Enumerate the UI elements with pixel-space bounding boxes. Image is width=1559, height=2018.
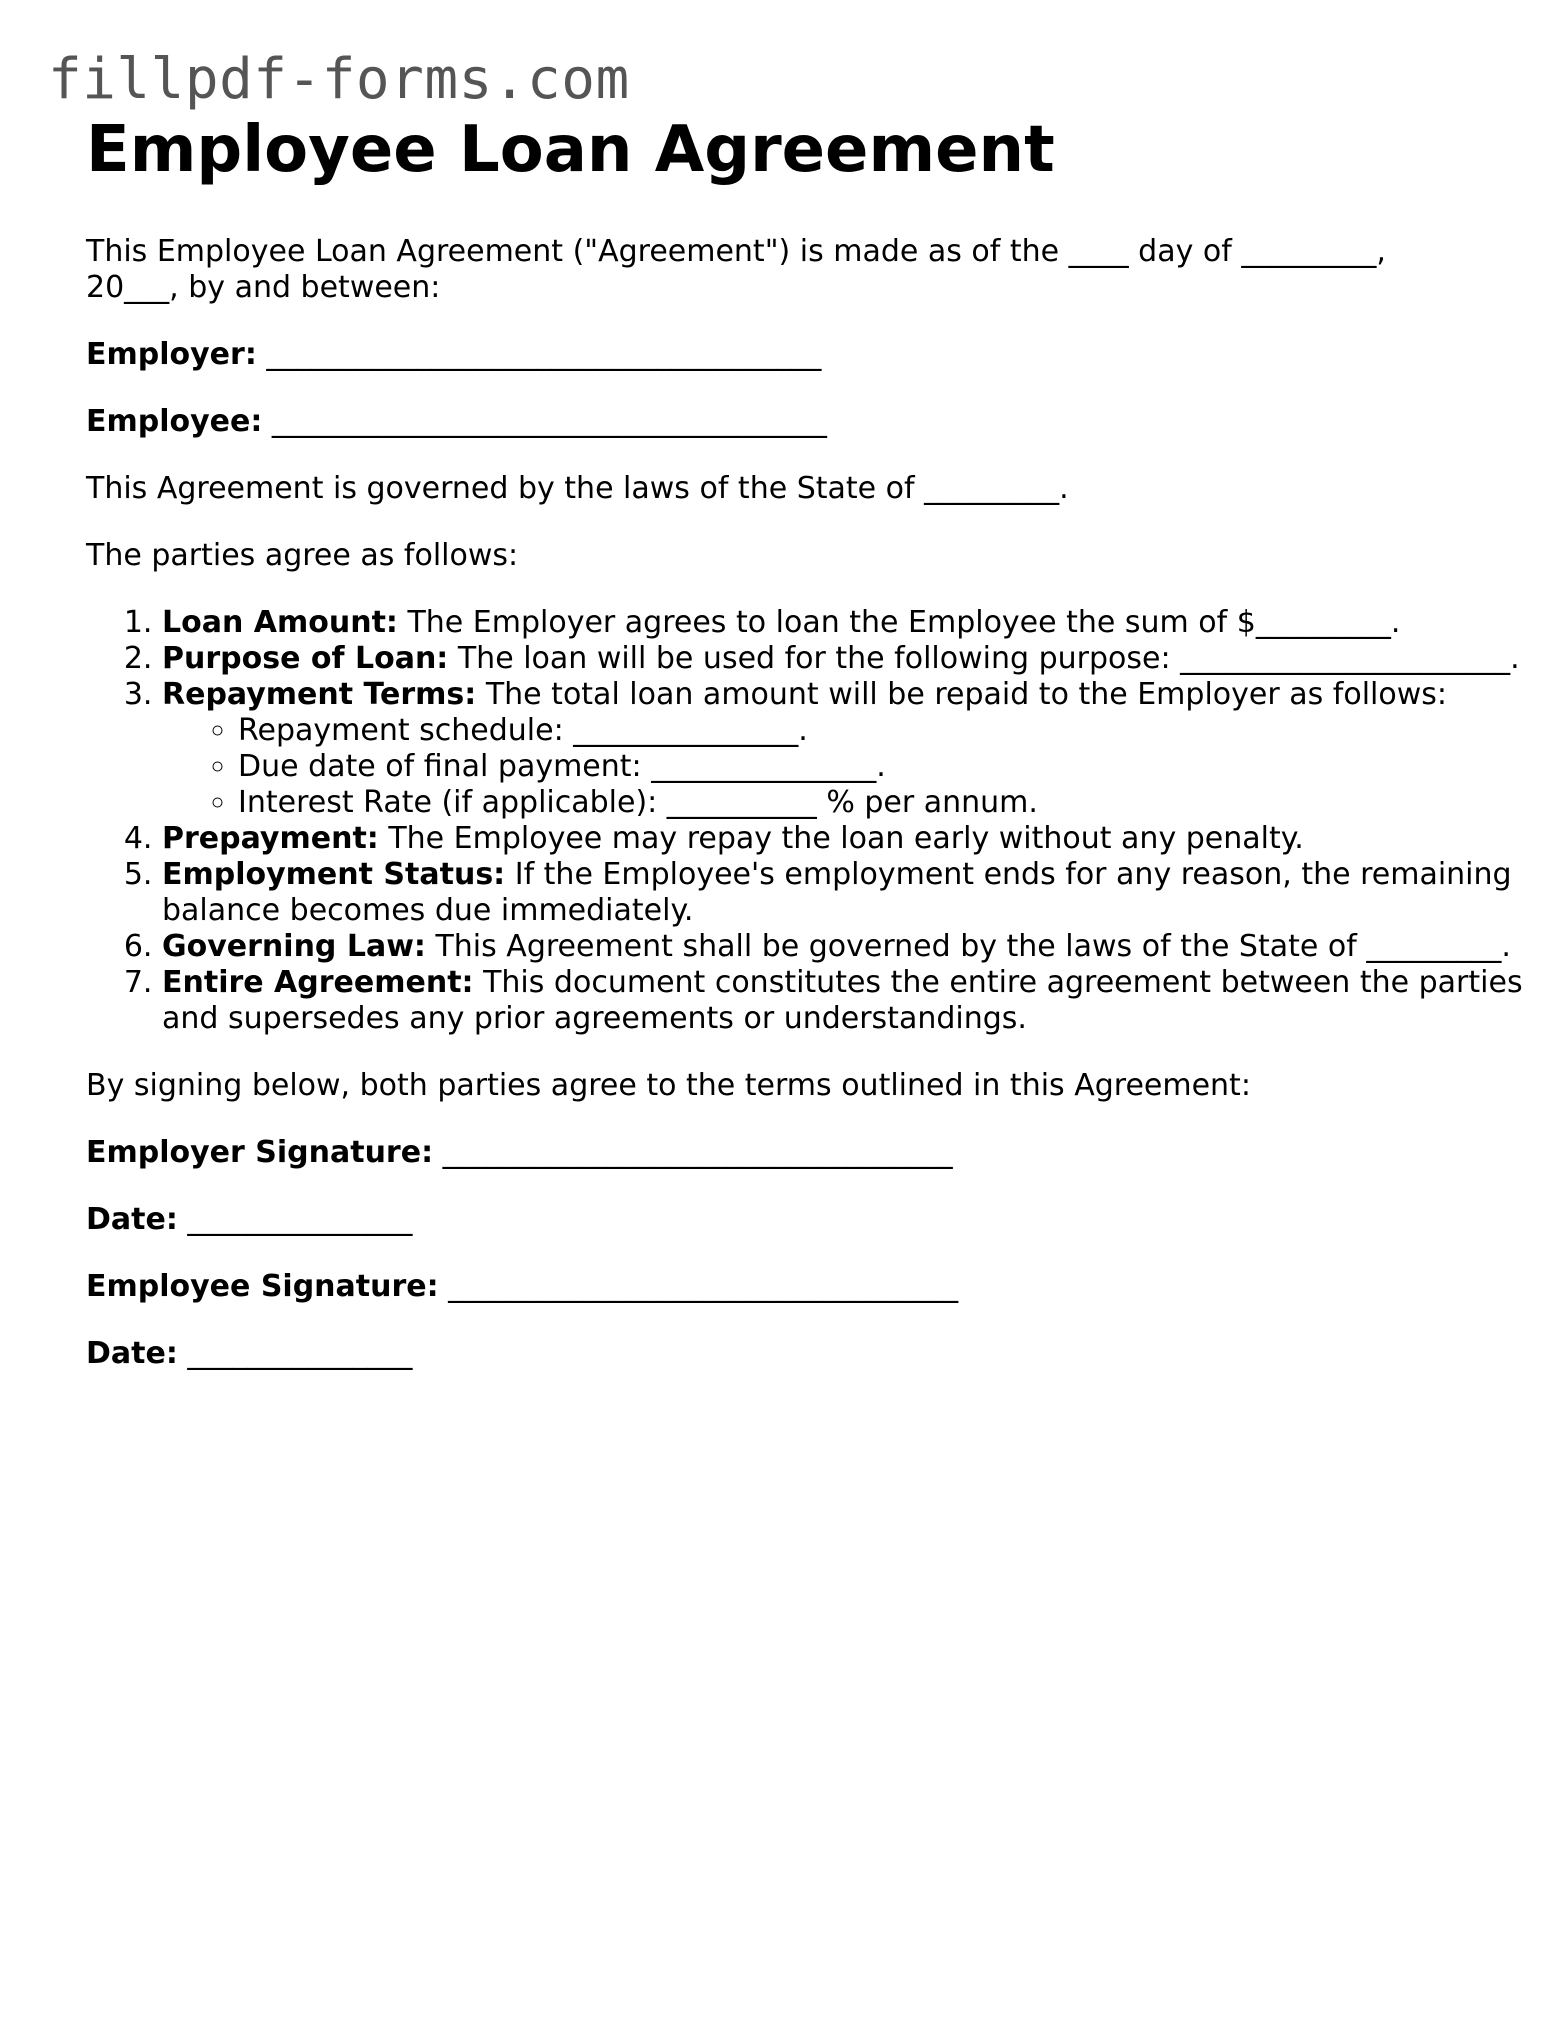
closing-statement: By signing below, both parties agree to the terms outlined in this Agreement: [86, 1068, 1251, 1103]
term-item [162, 965, 1552, 1037]
document-body [86, 108, 1523, 1372]
intro-paragraph: This Employee Loan Agreement ("Agreement") is made as of the ____ day of _________, 20___, by and between: [86, 234, 1386, 305]
term-item [162, 641, 1552, 677]
term-text: The total loan amount will be repaid to the Employer as follows: [485, 677, 1447, 712]
term-heading: Prepayment: [162, 821, 379, 856]
repayment-sublist [162, 713, 1552, 821]
employee-signature-line [86, 1269, 1486, 1305]
term-heading: Entire Agreement: [162, 965, 474, 1000]
employer-signature-line [86, 1135, 1486, 1171]
employee-blank[interactable]: _____________________________________ [271, 404, 827, 439]
sub-item: ◦ Interest Rate (if applicable): __________ % per annum. [238, 785, 1552, 821]
employer-blank[interactable]: _____________________________________ [266, 337, 822, 372]
term-heading: Employment Status: [162, 857, 506, 892]
employee-signature-blank[interactable]: __________________________________ [448, 1269, 959, 1304]
term-item [162, 929, 1552, 965]
term-text: This Agreement shall be governed by the laws of the State of _________. [435, 929, 1511, 964]
watermark: fillpdf-forms.com [48, 47, 630, 112]
employer-date-label: Date: [86, 1202, 178, 1237]
term-heading: Loan Amount: [162, 605, 398, 640]
employee-date-label: Date: [86, 1336, 178, 1371]
employer-signature-blank[interactable]: __________________________________ [442, 1135, 953, 1170]
term-item [162, 857, 1552, 929]
terms-list [86, 605, 1552, 1037]
term-text: This document constitutes the entire agreement between the parties and supersedes any prior agreements or understandings. [162, 965, 1523, 1036]
employer-date-line [86, 1202, 1486, 1238]
term-heading: Repayment Terms: [162, 677, 477, 712]
page-title: Employee Loan Agreement [86, 113, 1055, 187]
employer-date-blank[interactable]: _______________ [187, 1202, 413, 1237]
employee-date-blank[interactable]: _______________ [187, 1336, 413, 1371]
employer-signature-label: Employer Signature: [86, 1135, 434, 1170]
employee-signature-label: Employee Signature: [86, 1269, 439, 1304]
term-text: The loan will be used for the following purpose: ______________________. [457, 641, 1520, 676]
employee-label: Employee: [86, 404, 263, 439]
employer-line [86, 337, 1486, 373]
employer-label: Employer: [86, 337, 257, 372]
governing-intro: This Agreement is governed by the laws of the State of _________. [86, 471, 1069, 506]
term-item [162, 821, 1552, 857]
term-item [162, 605, 1552, 641]
term-heading: Purpose of Loan: [162, 641, 449, 676]
term-text: The Employer agrees to loan the Employee the sum of $_________. [407, 605, 1401, 640]
employee-date-line [86, 1336, 1486, 1372]
sub-item: ◦ Repayment schedule: _______________. [238, 713, 1552, 749]
employee-line [86, 404, 1486, 440]
term-item [162, 677, 1552, 821]
term-text: The Employee may repay the loan early without any penalty. [388, 821, 1304, 856]
sub-item: ◦ Due date of final payment: _______________. [238, 749, 1552, 785]
term-heading: Governing Law: [162, 929, 426, 964]
term-text: If the Employee's employment ends for any reason, the remaining balance becomes due immediately. [162, 857, 1512, 928]
parties-agree: The parties agree as follows: [86, 538, 519, 573]
